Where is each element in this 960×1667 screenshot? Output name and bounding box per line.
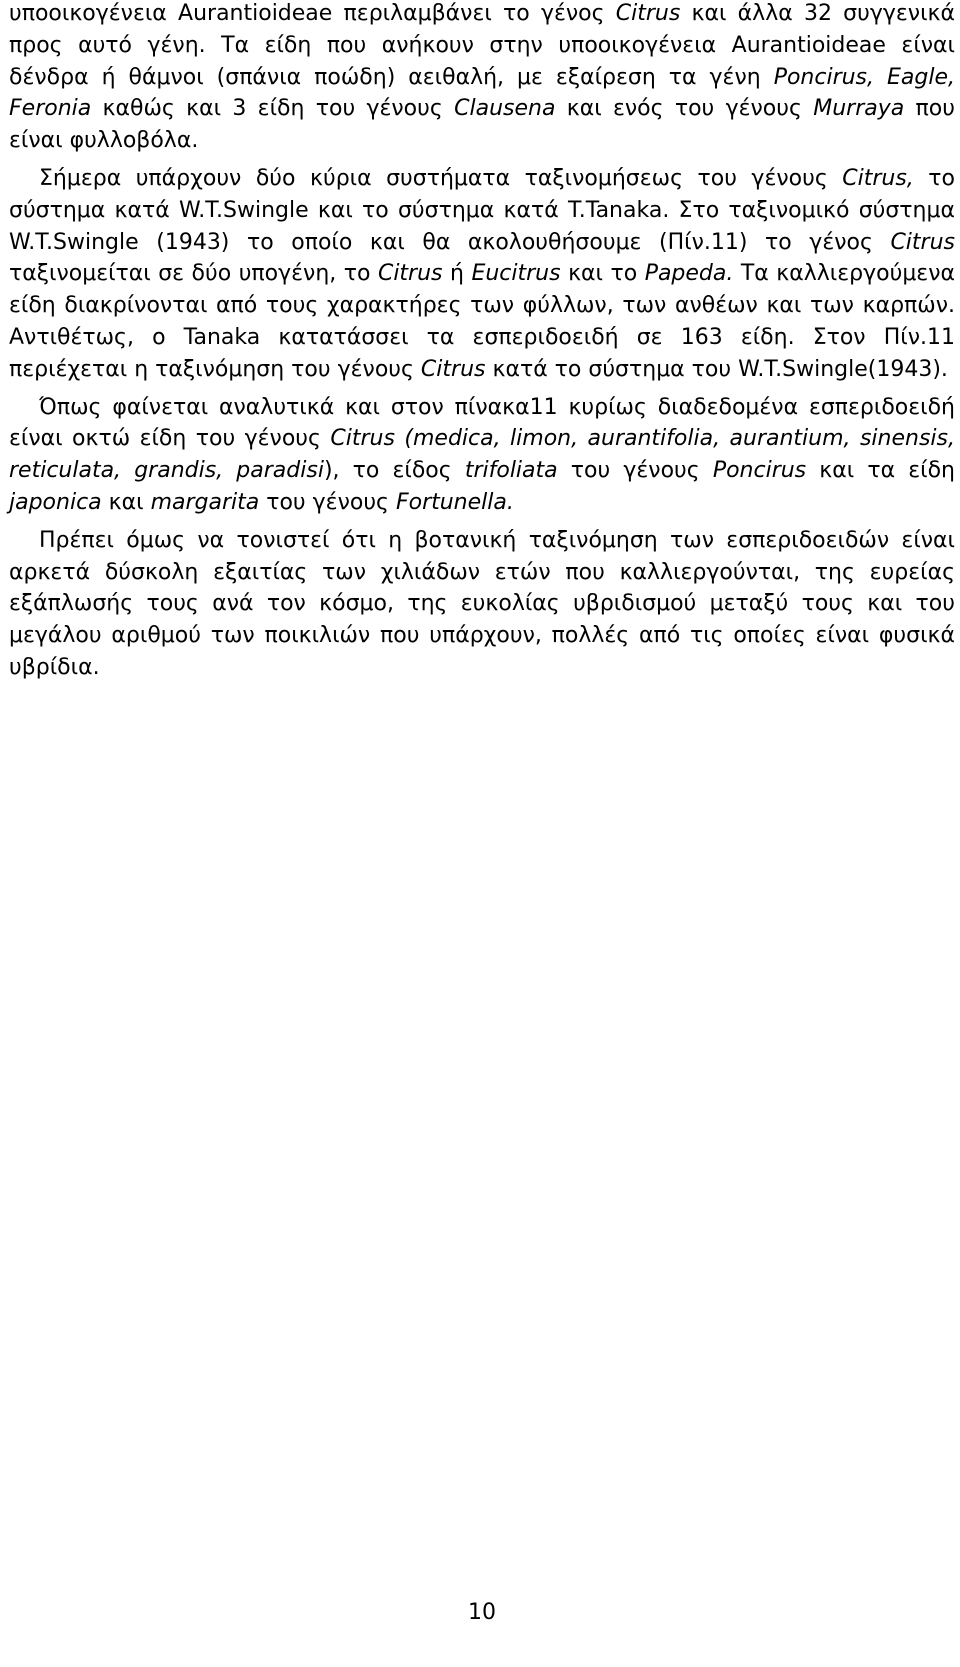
paragraph-difficulty-note [9,525,955,684]
paragraph-subfamily [9,0,955,157]
text-run: και άλλα 32 συγγενικά προς αυτό γένη. Τα είδη που ανήκουν στην υποοικογένεια Aurantioideae είναι δένδρα ή θάμνοι (σπάνια ποώδη) αειθαλή, με εξαίρεση τα γένη [9,1,955,90]
body-text [9,0,955,684]
text-run: του γένους [557,458,713,484]
text-run: κατά το σύστημα του W.T.Swingle(1943). [485,356,948,382]
italic-term: Clausena [454,96,556,122]
text-run: που είναι φυλλοβόλα. [9,96,955,154]
italic-term: Poncirus [712,458,807,484]
text-run: υποοικογένεια Aurantioideae περιλαμβάνει το γένος [9,1,616,26]
text-run: Τα καλλιεργούμενα είδη διακρίνονται από τους χαρακτήρες των φύλλων, των ανθέων και των καρπών. Αντιθέτως, ο Tanaka κατατάσσει τα εσπεριδοειδή σε 163 είδη. Στον Πίν.11 περιέχεται η ταξινόμηση του γένους [9,261,955,382]
text-run: ), το είδος [323,458,465,484]
text-run: και τα είδη [806,458,955,484]
paragraph-main-species [9,392,955,519]
text-run: Όπως φαίνεται αναλυτικά και στον πίνακα11 κυρίως διαδεδομένα εσπεριδοειδή είναι οκτώ είδη του γένους [9,394,955,452]
italic-term: margarita [150,489,260,515]
paragraph-classification-systems [9,163,955,386]
italic-term: Citrus [890,229,955,255]
italic-term: Citrus [377,261,443,287]
italic-term: trifoliata [464,458,558,484]
page-number: 10 [468,1600,496,1625]
italic-term: Citrus [615,1,681,26]
italic-term: Citrus (medica, limon, aurantifolia, aurantium, sinensis, reticulata, grandis, paradisi [9,426,955,484]
text-run: Σήμερα υπάρχουν δύο κύρια συστήματα ταξινομήσεως του γένους [39,165,843,191]
italic-term: Eucitrus [471,261,561,287]
italic-term: japonica [9,489,102,515]
italic-term: Citrus, [842,165,914,191]
text-run: Πρέπει όμως να τονιστεί ότι η βοτανική ταξινόμηση των εσπεριδοειδών είναι αρκετά δύσκολη εξαιτίας των χιλιάδων ετών που καλλιεργούνται, της ευρείας εξάπλωσής τους ανά τον κόσμο, της ευκολίας υβριδισμού μεταξύ τους και του μεγάλου αριθμού των ποικιλιών που υπάρχουν, πολλές από τις οποίες είναι φυσικά υβρίδια. [9,527,955,680]
document-page [9,0,955,1667]
italic-term: Poncirus, Eagle, Feronia [9,64,955,122]
text-run: το σύστημα κατά W.T.Swingle και το σύστημα κατά T.Tanaka. Στο ταξινομικό σύστημα W.T.Swingle (1943) το οποίο και θα ακολουθήσουμε (Πίν.11) το γένος [9,165,955,255]
text-run: και ενός του γένους [555,96,814,122]
text-run: και το [560,261,645,287]
text-run: καθώς και 3 είδη του γένους [91,96,455,122]
italic-term: Citrus [420,356,486,382]
text-run: και [101,489,151,515]
text-run: του γένους [259,489,396,515]
italic-term: Fortunella. [395,489,514,515]
text-run: ταξινομείται σε δύο υπογένη, το [9,261,378,287]
italic-term: Murraya [813,96,905,122]
italic-term: Papeda. [644,261,734,287]
text-run: ή [442,261,472,287]
